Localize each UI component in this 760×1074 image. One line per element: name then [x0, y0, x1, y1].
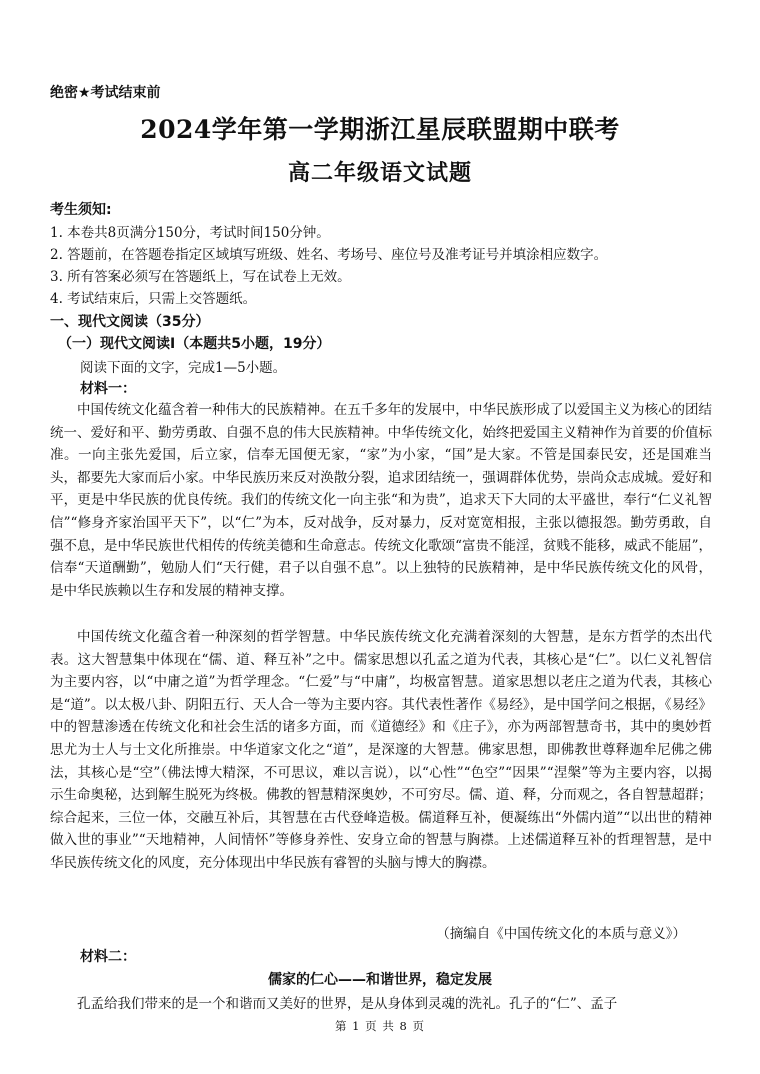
material1-paragraph-2: 中国传统文化蕴含着一种深刻的哲学智慧。中华民族传统文化充满着深刻的大智慧，是东方哲学的杰出代表。这大智慧集中体现在“儒、道、释互补”之中。儒家思想以孔孟之道为代表，其核心是“仁”。以仁义礼智信为主要内容，以“中庸之道”为哲学理念。“仁爱”与“中庸”，均极富智慧。道家思想以老庄之道为代表，其核心是“道”。以太极八卦、阴阳五行、天人合一等为主要内容。其代表性著作《易经》，是中国学问之根据，《易经》中的智慧渗透在传统文化和社会生活的诸多方面，而《道德经》和《庄子》，亦为两部智慧奇书，其中的奥妙哲思尤为士人与士文化所推崇。中华道家文化之“道”，是深邃的大智慧。佛家思想，即佛教世尊释迦牟尼佛之佛法，其核心是“空”（佛法博大精深，不可思议，难以言说），以“心性”“色空”“因果”“涅槃”等为主要内容，以揭示生命奥秘，达到解生脱死为终极。佛教的智慧精深奥妙，不可穷尽。儒、道、释，分而观之，各自智慧超群；综合起来，三位一体，交融互补后，其智慧在古代登峰造极。儒道释互补，便凝练出“外儒内道”“以出世的精神做入世的事业”“天地精神，人间情怀”等修身养性、安身立命的智慧与胸襟。上述儒道释互补的哲理智慧，是中华民族传统文化的风度，充分体现出中华民族有睿智的头脑与博大的胸襟。 [50, 629, 712, 871]
exam-title: 2024学年第一学期浙江星辰联盟期中联考 [140, 115, 620, 144]
subsection-heading: （一）现代文阅读Ⅰ（本题共5小题，19分） [58, 336, 331, 352]
notice-item: 2. 答题前，在答题卷指定区域填写班级、姓名、考场号、座位号及准考证号并填涂相应数字。 [50, 247, 608, 263]
material2-title: 儒家的仁心——和谐世界，稳定发展 [268, 972, 492, 988]
notice-item: 3. 所有答案必须写在答题纸上，写在试卷上无效。 [50, 269, 351, 285]
material2-first-line: 孔孟给我们带来的是一个和谐而又美好的世界，是从身体到灵魂的洗礼。孔子的“仁”、孟子 [77, 996, 618, 1012]
notice-item: 1. 本卷共8页满分150分，考试时间150分钟。 [50, 225, 330, 241]
material1-paragraph-1: 中国传统文化蕴含着一种伟大的民族精神。在五千多年的发展中，中华民族形成了以爱国主义为核心的团结统一、爱好和平、勤劳勇敢、自强不息的伟大民族精神。中华传统文化，始终把爱国主义精神作为首要的价值标准。一向主张先爱国，后立家，信奉无国便无家，“家”为小家，“国”是大家。不管是国泰民安，还是国难当头，都要先大家而后小家。中华民族历来反对涣散分裂，追求团结统一，强调群体优势，崇尚众志成城。爱好和平，更是中华民族的优良传统。我们的传统文化一向主张“和为贵”，追求天下大同的太平盛世，奉行“仁义礼智信”“修身齐家治国平天下”，以“仁”为本，反对战争，反对暴力，反对宽宽相报，主张以德报怨。勤劳勇敢，自强不息，是中华民族世代相传的传统美德和生命意志。传统文化歌颂“富贵不能淫，贫贱不能移，威武不能屈”，信奉“天道酬勤”，勉励人们“天行健，君子以自强不息”。以上独特的民族精神，是中华民族传统文化的风骨，是中华民族赖以生存和发展的精神支撑。 [50, 402, 712, 599]
page-footer: 第 1 页 共 8 页 [335, 1019, 425, 1033]
material1-label: 材料一： [80, 381, 136, 397]
section-heading: 一、现代文阅读（35分） [50, 314, 210, 330]
material2-label: 材料二： [80, 949, 136, 965]
notice-item: 4. 考试结束后，只需上交答题纸。 [50, 291, 257, 307]
confidential-mark: 绝密★考试结束前 [50, 85, 161, 101]
exam-subtitle: 高二年级语文试题 [287, 160, 472, 186]
reading-instruction: 阅读下面的文字，完成1—5小题。 [80, 360, 287, 376]
notice-heading: 考生须知: [50, 202, 112, 218]
material1-source: （摘编自《中国传统文化的本质与意义》） [436, 926, 686, 942]
